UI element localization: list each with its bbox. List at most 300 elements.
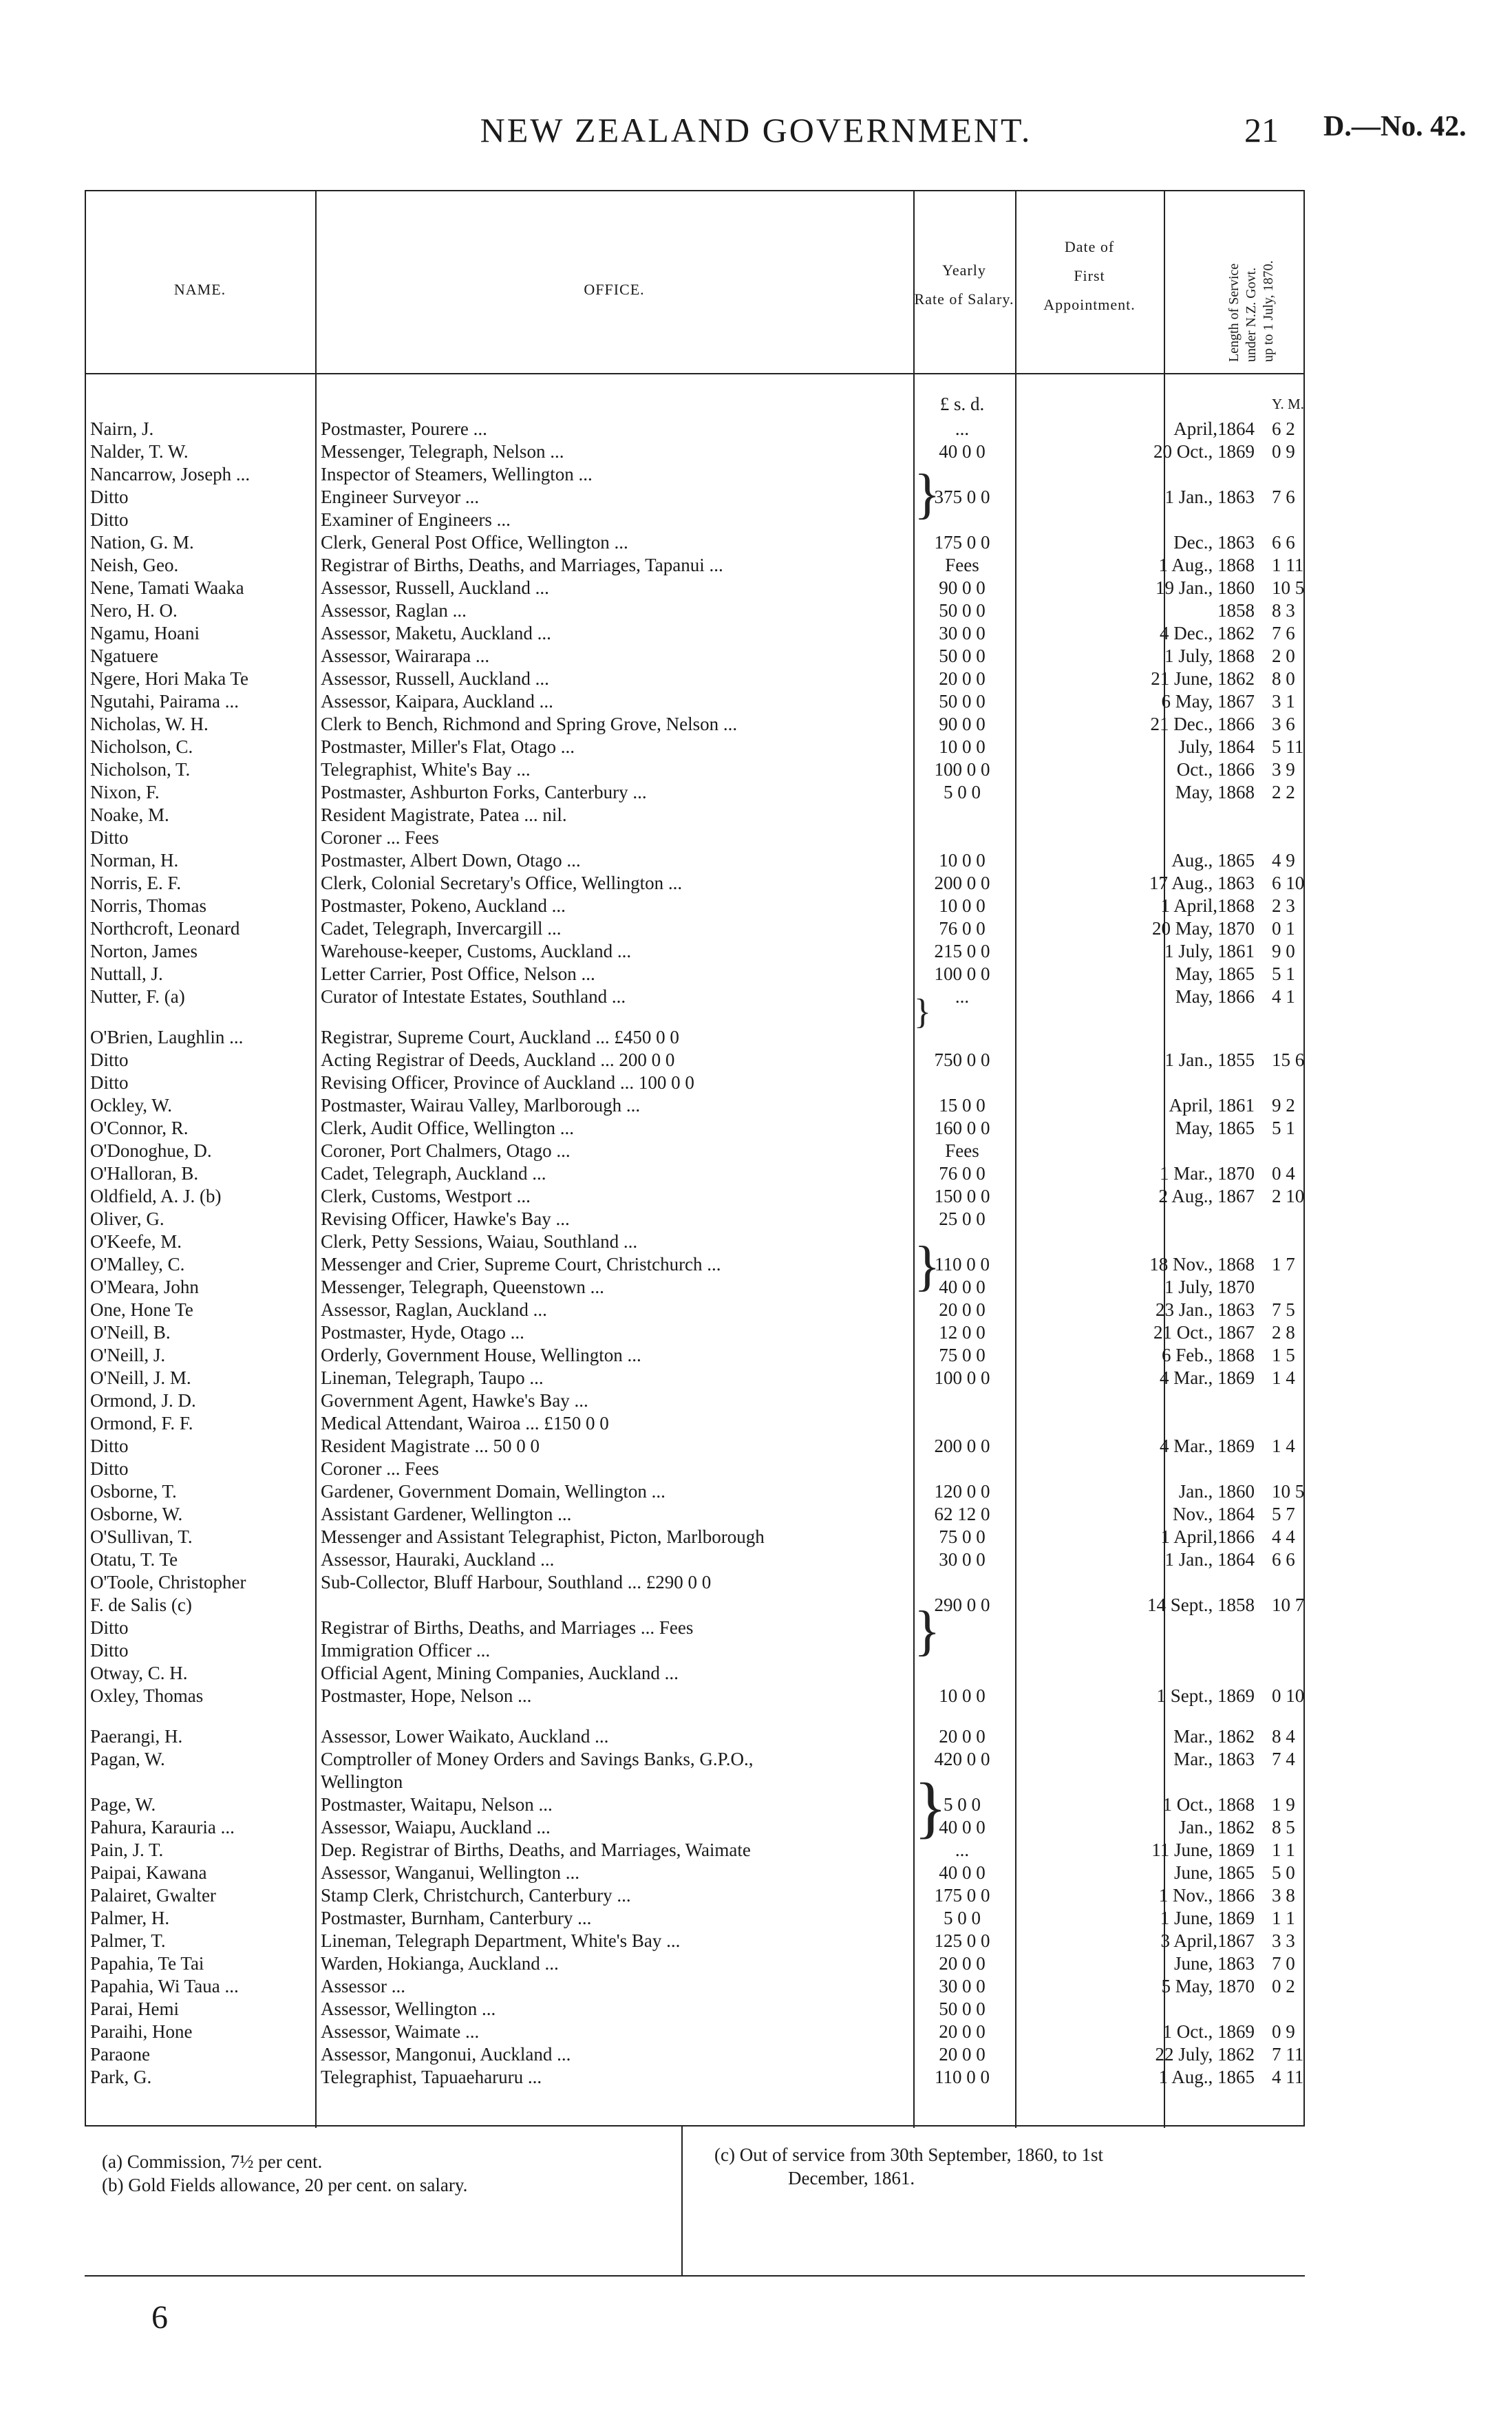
employee-name: Nutter, F. (a) (90, 986, 185, 1007)
appointment-date: 23 Jan., 1863 (1156, 1299, 1255, 1320)
yearly-salary: 5 0 0 (944, 1908, 981, 1928)
yearly-salary: 40 0 0 (939, 1817, 986, 1837)
office-title: Assessor, Maketu, Auckland ... (321, 623, 551, 643)
yearly-salary: 150 0 0 (934, 1186, 990, 1206)
appointment-date: 21 Oct., 1867 (1153, 1322, 1255, 1343)
service-length: 0 4 (1272, 1163, 1295, 1184)
service-length: 2 0 (1272, 646, 1295, 666)
office-title: Messenger and Crier, Supreme Court, Christchurch ... (321, 1254, 721, 1275)
office-title: Gardener, Government Domain, Wellington ... (321, 1481, 666, 1502)
office-title: Postmaster, Waitapu, Nelson ... (321, 1794, 553, 1815)
office-title: Coroner, Port Chalmers, Otago ... (321, 1140, 571, 1161)
appointment-date: Mar., 1862 (1173, 1726, 1255, 1747)
employee-name: Noake, M. (90, 804, 169, 825)
office-title: Postmaster, Albert Down, Otago ... (321, 850, 581, 871)
office-title: Assessor, Waimate ... (321, 2021, 480, 2042)
appointment-date: 14 Sept., 1858 (1147, 1595, 1255, 1615)
table-row (85, 1952, 1305, 1976)
employee-name: Papahia, Te Tai (90, 1953, 204, 1974)
office-title: Clerk, Petty Sessions, Waiau, Southland ... (321, 1231, 638, 1252)
col-head-length-line2: under N.Z. Govt. (1244, 267, 1259, 362)
employee-name: Ditto (90, 1458, 129, 1479)
office-title: Registrar, Supreme Court, Auckland ... £450 0 0 (321, 1027, 679, 1047)
yearly-salary: 750 0 0 (934, 1049, 990, 1070)
employee-name: Nene, Tamati Waaka (90, 577, 244, 598)
office-title: Resident Magistrate ... 50 0 0 (321, 1436, 540, 1456)
table-row (85, 1207, 1305, 1231)
office-title: Comptroller of Money Orders and Savings Banks, G.P.O., (321, 1749, 754, 1769)
office-title: Sub-Collector, Bluff Harbour, Southland ... £290 0 0 (321, 1572, 712, 1592)
office-title: Assessor, Hauraki, Auckland ... (321, 1549, 555, 1570)
office-title: Curator of Intestate Estates, Southland ... (321, 986, 626, 1007)
employee-name: Ditto (90, 1436, 129, 1456)
appointment-date: 21 Dec., 1866 (1150, 714, 1255, 734)
employee-name: Palmer, H. (90, 1908, 170, 1928)
office-title: Postmaster, Burnham, Canterbury ... (321, 1908, 592, 1928)
employee-name: O'Sullivan, T. (90, 1526, 193, 1547)
employee-name: Nancarrow, Joseph ... (90, 464, 251, 484)
yearly-salary: 50 0 0 (939, 600, 986, 621)
yearly-salary: 10 0 0 (939, 850, 986, 871)
table-row (85, 735, 1305, 759)
yearly-salary: 75 0 0 (939, 1345, 986, 1365)
appointment-date: 1 Aug., 1865 (1158, 2067, 1255, 2087)
service-length: 7 5 (1272, 1299, 1295, 1320)
appointment-date: June, 1863 (1174, 1953, 1255, 1974)
employee-name: Nuttall, J. (90, 963, 163, 984)
office-title: Messenger and Assistant Telegraphist, Picton, Marlborough (321, 1526, 765, 1547)
table-row (85, 849, 1305, 873)
employee-name: O'Halloran, B. (90, 1163, 199, 1184)
office-title: Inspector of Steamers, Wellington ... (321, 464, 593, 484)
employee-name: O'Keefe, M. (90, 1231, 182, 1252)
col-head-date-line1: Date of (1064, 238, 1115, 255)
employee-name: O'Neill, J. M. (90, 1367, 191, 1388)
service-length: 7 6 (1272, 487, 1295, 507)
office-title: Assessor, Waiapu, Auckland ... (321, 1817, 551, 1837)
table-row (85, 1366, 1305, 1390)
appointment-date: 1 Oct., 1869 (1162, 2021, 1255, 2042)
employee-name: O'Connor, R. (90, 1118, 189, 1138)
table-row (85, 1457, 1305, 1481)
employee-name: Nalder, T. W. (90, 441, 189, 462)
yearly-salary: 100 0 0 (934, 759, 990, 780)
table-row (85, 1230, 1305, 1254)
table-row (85, 2065, 1305, 2089)
table-row (85, 758, 1305, 782)
yearly-salary: ... (955, 418, 970, 439)
appointment-date: 19 Jan., 1860 (1156, 577, 1255, 598)
service-length: 15 6 (1272, 1049, 1305, 1070)
table-row (85, 417, 1305, 441)
table-row (85, 985, 1305, 1009)
table-row (85, 1116, 1305, 1140)
service-length: 1 11 (1272, 555, 1304, 575)
office-title: Assessor, Raglan, Auckland ... (321, 1299, 547, 1320)
appointment-date: 1858 (1217, 600, 1255, 621)
office-title: Assessor, Raglan ... (321, 600, 467, 621)
office-title: Resident Magistrate, Patea ... nil. (321, 804, 567, 825)
employee-name: Oxley, Thomas (90, 1685, 204, 1706)
office-title: Warden, Hokianga, Auckland ... (321, 1953, 559, 1974)
employee-name: O'Neill, J. (90, 1345, 166, 1365)
yearly-salary: 20 0 0 (939, 1299, 986, 1320)
footnote-top-rule (85, 2125, 1305, 2127)
appointment-date: 4 Mar., 1869 (1160, 1367, 1255, 1388)
appointment-date: Jan., 1860 (1178, 1481, 1255, 1502)
office-title: Wellington (321, 1771, 403, 1792)
employee-name: Norris, E. F. (90, 873, 182, 893)
yearly-salary: 15 0 0 (939, 1095, 986, 1116)
appointment-date: 4 Mar., 1869 (1160, 1436, 1255, 1456)
table-row (85, 962, 1305, 986)
office-title: Assessor, Mangonui, Auckland ... (321, 2044, 571, 2065)
table-row (85, 712, 1305, 736)
table-row (85, 1861, 1305, 1885)
brace-noake: } (914, 992, 931, 1032)
yearly-salary: ... (955, 1840, 970, 1860)
col-head-length-line1: Length of Service (1226, 263, 1242, 362)
service-length: 0 2 (1272, 1976, 1295, 1996)
appointment-date: Nov., 1864 (1173, 1504, 1255, 1524)
appointment-date: 1 April,1866 (1160, 1526, 1255, 1547)
office-title: Assistant Gardener, Wellington ... (321, 1504, 572, 1524)
service-length: 2 3 (1272, 895, 1295, 916)
service-length: 0 1 (1272, 918, 1295, 939)
appointment-date: 21 June, 1862 (1151, 668, 1255, 689)
table-row (85, 1139, 1305, 1163)
employee-name: Ngatuere (90, 646, 158, 666)
office-title: Revising Officer, Hawke's Bay ... (321, 1208, 570, 1229)
employee-name: Nicholson, T. (90, 759, 191, 780)
service-length: 4 11 (1272, 2067, 1304, 2087)
employee-name: Pain, J. T. (90, 1840, 164, 1860)
office-title: Assessor, Russell, Auckland ... (321, 668, 549, 689)
footnote-divider (681, 2125, 683, 2275)
employee-name: Pagan, W. (90, 1749, 165, 1769)
office-title: Warehouse-keeper, Customs, Auckland ... (321, 941, 632, 961)
table-row (85, 1162, 1305, 1186)
yearly-salary: 215 0 0 (934, 941, 990, 961)
table-row (85, 1275, 1305, 1299)
yearly-salary: 90 0 0 (939, 714, 986, 734)
employee-name: Nairn, J. (90, 418, 154, 439)
table-row (85, 939, 1305, 963)
office-title: Medical Attendant, Wairoa ... £150 0 0 (321, 1413, 609, 1434)
table-row (85, 1253, 1305, 1277)
office-title: Assessor, Wanganui, Wellington ... (321, 1862, 580, 1883)
yearly-salary: 200 0 0 (934, 1436, 990, 1456)
yearly-salary: 110 0 0 (935, 2067, 990, 2087)
office-title: Official Agent, Mining Companies, Auckland ... (321, 1663, 679, 1683)
service-length: 3 6 (1272, 714, 1295, 734)
service-length: 8 5 (1272, 1817, 1295, 1837)
yearly-salary: 40 0 0 (939, 441, 986, 462)
table-row (85, 1321, 1305, 1345)
employee-name: Oldfield, A. J. (b) (90, 1186, 222, 1206)
table-row (85, 576, 1305, 600)
employee-name: Paraihi, Hone (90, 2021, 193, 2042)
table-row (85, 1480, 1305, 1504)
yearly-salary: 100 0 0 (934, 1367, 990, 1388)
table-row (85, 1974, 1305, 1999)
office-title: Dep. Registrar of Births, Deaths, and Marriages, Waimate (321, 1840, 751, 1860)
office-title: Messenger, Telegraph, Queenstown ... (321, 1277, 604, 1297)
service-length: 1 5 (1272, 1345, 1295, 1365)
appointment-date: 1 April,1868 (1160, 895, 1255, 916)
table-row (85, 1411, 1305, 1436)
col-head-length (1226, 260, 1277, 362)
employee-name: Ditto (90, 1049, 129, 1070)
yearly-salary: 10 0 0 (939, 895, 986, 916)
office-title: Messenger, Telegraph, Nelson ... (321, 441, 564, 462)
table-row (85, 621, 1305, 646)
employee-name: Ditto (90, 509, 129, 530)
employee-name: O'Malley, C. (90, 1254, 185, 1275)
service-length: 7 11 (1272, 2044, 1304, 2065)
service-length: 2 8 (1272, 1322, 1295, 1343)
page-title: NEW ZEALAND GOVERNMENT. (480, 111, 1032, 149)
footnote-b: (b) Gold Fields allowance, 20 per cent. on salary. (102, 2175, 468, 2195)
service-length: 7 4 (1272, 1749, 1295, 1769)
col-head-office: OFFICE. (584, 281, 645, 298)
employee-name: Nero, H. O. (90, 600, 178, 621)
table-row (85, 690, 1305, 714)
service-length: 4 9 (1272, 850, 1295, 871)
footnote-bottom-rule (85, 2275, 1305, 2277)
appointment-date: July, 1864 (1178, 736, 1255, 757)
table-row (85, 508, 1305, 532)
document-code: D.—No. 42. (1323, 111, 1467, 142)
office-title: Revising Officer, Province of Auckland ... 100 0 0 (321, 1072, 694, 1093)
service-length: 5 7 (1272, 1504, 1295, 1524)
service-length: 4 4 (1272, 1526, 1295, 1547)
table-row (85, 553, 1305, 577)
table-row (85, 2043, 1305, 2067)
office-title: Assessor, Wellington ... (321, 1999, 496, 2019)
col-head-salary-line2: Rate of Salary. (914, 290, 1014, 308)
appointment-date: 3 April,1867 (1160, 1930, 1255, 1951)
appointment-date: June, 1865 (1174, 1862, 1255, 1883)
table-row (85, 1298, 1305, 1322)
table-row (85, 1997, 1305, 2021)
page-number-bottom: 6 (151, 2299, 168, 2336)
table-row (85, 1434, 1305, 1458)
appointment-date: 6 May, 1867 (1161, 691, 1255, 712)
table-row (85, 599, 1305, 623)
office-title: Lineman, Telegraph Department, White's Bay ... (321, 1930, 681, 1951)
employee-name: Norman, H. (90, 850, 179, 871)
table-row (85, 871, 1305, 895)
office-title: Examiner of Engineers ... (321, 509, 511, 530)
yearly-salary: 90 0 0 (939, 577, 986, 598)
table-row (85, 917, 1305, 941)
service-length: 6 6 (1272, 532, 1295, 553)
table-row (85, 1502, 1305, 1526)
yearly-salary: 20 0 0 (939, 668, 986, 689)
table-row (85, 1094, 1305, 1118)
employee-name: Nation, G. M. (90, 532, 194, 553)
office-title: Cadet, Telegraph, Invercargill ... (321, 918, 562, 939)
col-head-date-line2: First (1074, 266, 1105, 284)
employee-name: Ormond, F. F. (90, 1413, 193, 1434)
table-row (85, 1616, 1305, 1640)
employee-name: Ditto (90, 1617, 129, 1638)
employee-name: One, Hone Te (90, 1299, 193, 1320)
office-title: Orderly, Government House, Wellington ... (321, 1345, 641, 1365)
employee-name: Osborne, W. (90, 1504, 183, 1524)
appointment-date: 11 June, 1869 (1151, 1840, 1255, 1860)
employee-name: Pahura, Karauria ... (90, 1817, 235, 1837)
appointment-date: May, 1865 (1175, 1118, 1255, 1138)
office-title: Coroner ... Fees (321, 827, 439, 848)
office-title: Immigration Officer ... (321, 1640, 491, 1661)
employee-name: Nixon, F. (90, 782, 160, 802)
appointment-date: 1 July, 1868 (1164, 646, 1255, 666)
service-length: 8 4 (1272, 1726, 1295, 1747)
table-row (85, 440, 1305, 464)
yearly-salary: 62 12 0 (934, 1504, 990, 1524)
yearly-salary: 12 0 0 (939, 1322, 986, 1343)
service-length: 5 11 (1272, 736, 1304, 757)
table-row (85, 1048, 1305, 1072)
service-length: 8 3 (1272, 600, 1295, 621)
employee-name: Paipai, Kawana (90, 1862, 207, 1883)
service-length: 10 5 (1272, 1481, 1305, 1502)
service-length: 1 1 (1272, 1908, 1295, 1928)
appointment-date: 1 Nov., 1866 (1158, 1885, 1255, 1906)
table-row (85, 1343, 1305, 1367)
yearly-salary: 30 0 0 (939, 1549, 986, 1570)
appointment-date: Dec., 1863 (1173, 532, 1255, 553)
employee-name: O'Brien, Laughlin ... (90, 1027, 244, 1047)
table-row (85, 780, 1305, 804)
employee-name: Ditto (90, 487, 129, 507)
service-length: 3 9 (1272, 759, 1295, 780)
appointment-date: 1 Oct., 1868 (1162, 1794, 1255, 1815)
footnote-a: (a) Commission, 7½ per cent. (102, 2151, 323, 2172)
employee-name: Ockley, W. (90, 1095, 172, 1116)
employee-name: Papahia, Wi Taua ... (90, 1976, 239, 1996)
appointment-date: 1 Jan., 1863 (1164, 487, 1255, 507)
service-length: 1 4 (1272, 1367, 1295, 1388)
yearly-salary: 20 0 0 (939, 1726, 986, 1747)
office-title: Letter Carrier, Post Office, Nelson ... (321, 963, 595, 984)
table-row (85, 1770, 1305, 1794)
header-rule (85, 373, 1305, 374)
yearly-salary: ... (955, 986, 970, 1007)
service-length: 9 0 (1272, 941, 1295, 961)
col-head-salary-line1: Yearly (942, 262, 986, 279)
table-row (85, 1684, 1305, 1708)
office-title: Lineman, Telegraph, Taupo ... (321, 1367, 544, 1388)
yearly-salary: 75 0 0 (939, 1526, 986, 1547)
appointment-date: 2 Aug., 1867 (1158, 1186, 1255, 1206)
service-length: 0 10 (1272, 1685, 1305, 1706)
table-row (85, 1884, 1305, 1908)
office-title: Clerk to Bench, Richmond and Spring Grove, Nelson ... (321, 714, 738, 734)
employee-name: Norton, James (90, 941, 198, 961)
office-title: Postmaster, Miller's Flat, Otago ... (321, 736, 575, 757)
yearly-salary: 30 0 0 (939, 1976, 986, 1996)
employee-name: Oliver, G. (90, 1208, 164, 1229)
service-length: 4 1 (1272, 986, 1295, 1007)
table-row (85, 1525, 1305, 1549)
appointment-date: 17 Aug., 1863 (1149, 873, 1255, 893)
office-title: Postmaster, Ashburton Forks, Canterbury ... (321, 782, 647, 802)
service-length: 8 0 (1272, 668, 1295, 689)
employee-name: O'Neill, B. (90, 1322, 171, 1343)
brace-ormond: } (914, 1601, 941, 1661)
service-length: 5 1 (1272, 963, 1295, 984)
col-head-length-line3: up to 1 July, 1870. (1261, 260, 1276, 362)
appointment-date: May, 1868 (1175, 782, 1255, 802)
service-length: 5 1 (1272, 1118, 1295, 1138)
appointment-date: 6 Feb., 1868 (1162, 1345, 1255, 1365)
yearly-salary: 25 0 0 (939, 1208, 986, 1229)
yearly-salary: 76 0 0 (939, 918, 986, 939)
table-row (85, 485, 1305, 509)
office-title: Clerk, Customs, Westport ... (321, 1186, 531, 1206)
office-title: Assessor, Kaipara, Auckland ... (321, 691, 553, 712)
office-title: Stamp Clerk, Christchurch, Canterbury ... (321, 1885, 631, 1906)
employee-name: Park, G. (90, 2067, 152, 2087)
table-row (85, 462, 1305, 487)
office-title: Registrar of Births, Deaths, and Marriages, Tapanui ... (321, 555, 723, 575)
yearly-salary: 420 0 0 (934, 1749, 990, 1769)
service-length: 6 6 (1272, 1549, 1295, 1570)
brace-nancarrow: } (914, 464, 941, 524)
office-title: Government Agent, Hawke's Bay ... (321, 1390, 588, 1411)
office-title: Registrar of Births, Deaths, and Marriages ... Fees (321, 1617, 694, 1638)
office-title: Assessor ... (321, 1976, 406, 1996)
yearly-salary: 10 0 0 (939, 736, 986, 757)
service-length: 5 0 (1272, 1862, 1295, 1883)
appointment-date: 1 Mar., 1870 (1160, 1163, 1255, 1184)
yearly-salary: 200 0 0 (934, 873, 990, 893)
employee-name: Palmer, T. (90, 1930, 166, 1951)
table-row (85, 1184, 1305, 1208)
yearly-salary: 30 0 0 (939, 623, 986, 643)
service-length: 3 1 (1272, 691, 1295, 712)
yearly-salary: Fees (945, 1140, 979, 1161)
page-number-top: 21 (1244, 111, 1279, 149)
appointment-date: 20 May, 1870 (1152, 918, 1255, 939)
office-title: Coroner ... Fees (321, 1458, 439, 1479)
yearly-salary: 20 0 0 (939, 2044, 986, 2065)
appointment-date: 1 Jan., 1864 (1164, 1549, 1255, 1570)
service-length: 10 7 (1272, 1595, 1305, 1615)
service-length: 0 9 (1272, 2021, 1295, 2042)
yearly-salary: 40 0 0 (939, 1862, 986, 1883)
table-row (85, 1906, 1305, 1930)
service-length: 3 3 (1272, 1930, 1295, 1951)
table-row (85, 1639, 1305, 1663)
appointment-date: 1 Jan., 1855 (1164, 1049, 1255, 1070)
yearly-salary: 20 0 0 (939, 2021, 986, 2042)
col-head-salary (913, 256, 1015, 314)
yearly-salary: 125 0 0 (934, 1930, 990, 1951)
yearly-salary: 100 0 0 (934, 963, 990, 984)
employee-name: Nicholas, W. H. (90, 714, 209, 734)
appointment-date: 18 Nov., 1868 (1149, 1254, 1255, 1275)
table-row (85, 826, 1305, 850)
table-row (85, 1071, 1305, 1095)
employee-name: O'Meara, John (90, 1277, 199, 1297)
office-title: Acting Registrar of Deeds, Auckland ... 200 0 0 (321, 1049, 675, 1070)
table-row (85, 1389, 1305, 1413)
table-row (85, 1570, 1305, 1595)
